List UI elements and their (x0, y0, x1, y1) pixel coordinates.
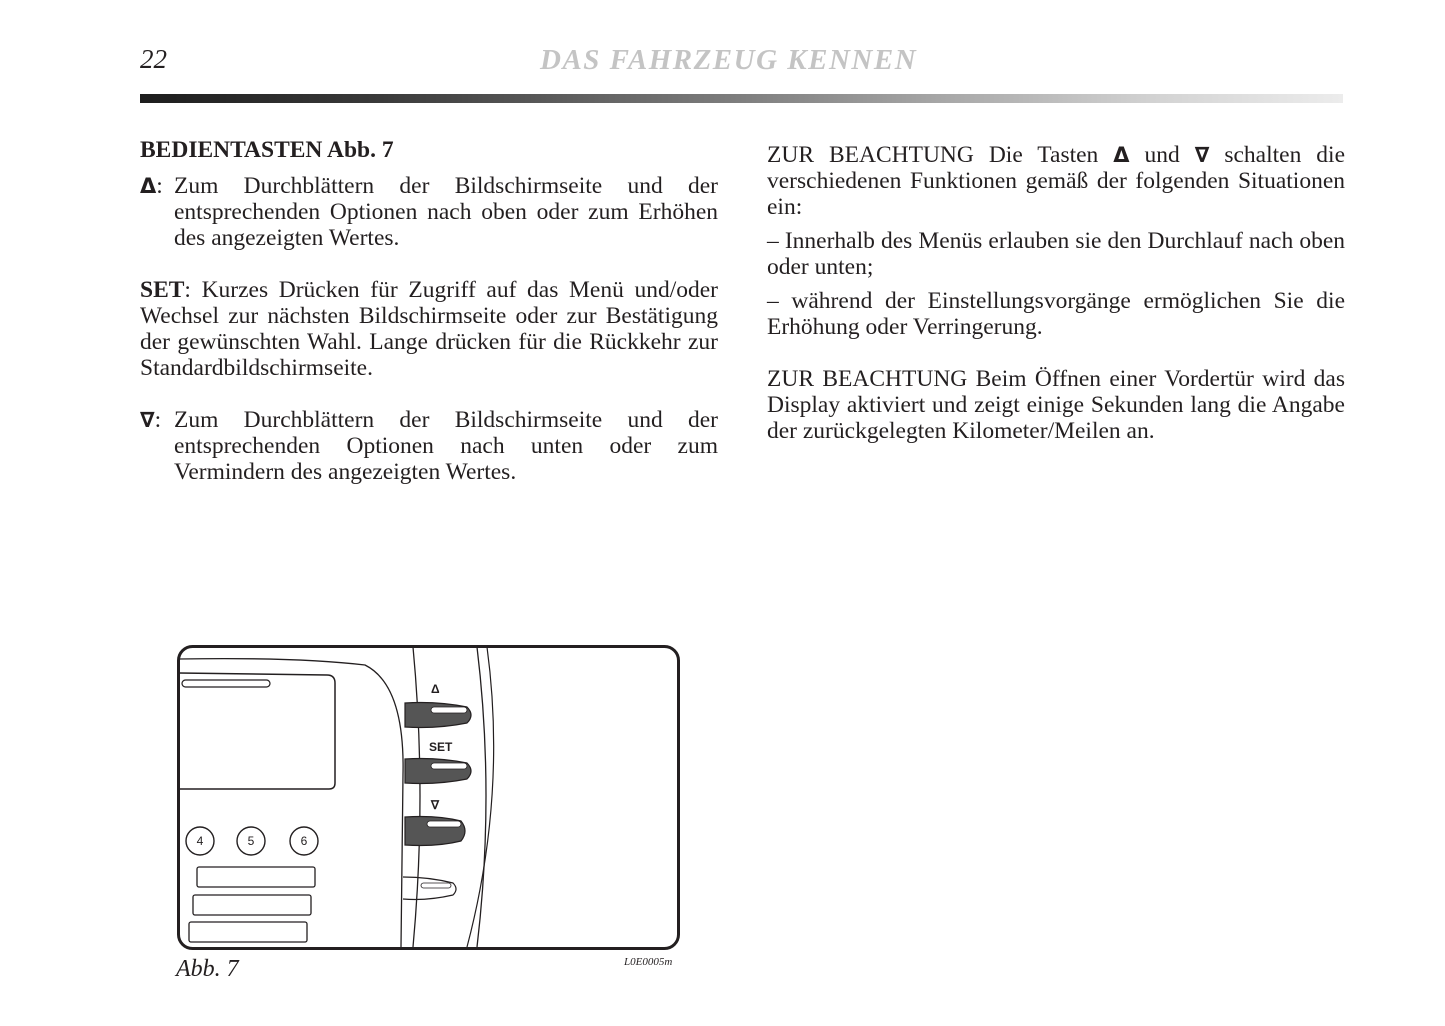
bullet-1: – Innerhalb des Menüs erlauben sie den Durchlauf nach oben oder unten; (767, 228, 1345, 280)
right-column (767, 142, 1345, 444)
dashboard-illustration (177, 645, 681, 951)
panel-up-button (405, 703, 471, 728)
figure-frame (179, 647, 679, 949)
up-triangle-icon: Δ (140, 174, 157, 198)
note-1-part-2: und (1129, 142, 1195, 168)
figure-code: L0E0005m (624, 956, 673, 968)
panel-down-label: ∇ (431, 798, 440, 812)
panel-set-button-highlight (431, 763, 467, 769)
panel-down-button-highlight (427, 821, 461, 827)
set-key-label: SET (140, 277, 185, 303)
page-number: 22 (140, 44, 167, 74)
down-triangle-icon: ∇ (1194, 143, 1210, 167)
panel-set-label: SET (429, 740, 453, 754)
note-1-part-1: ZUR BEACHTUNG Die Tasten (767, 142, 1114, 168)
up-key-text: Zum Durchblättern der Bildschirmseite und der entsprechenden Optionen nach oben oder zum Erhöhen des angezeigten Wertes. (174, 173, 718, 251)
header-gradient-bar (140, 94, 1343, 103)
up-key-label: Δ: (140, 173, 163, 199)
panel-up-label: Δ (431, 682, 440, 696)
bullet-2: – während der Einstellungsvorgänge ermöglichen Sie die Erhöhung oder Verringerung. (767, 288, 1345, 340)
down-key-text: Zum Durchblättern der Bildschirmseite und der entsprechenden Optionen nach unten oder zum Vermindern des angezeigten Wertes. (174, 407, 718, 485)
up-triangle-icon: Δ (1113, 143, 1130, 167)
button-4-label: 4 (196, 834, 204, 848)
running-header-title: DAS FAHRZEUG KENNEN (540, 44, 918, 76)
set-key-text: : Kurzes Drücken für Zugriff auf das Menü und/oder Wechsel zur nächsten Bildschirmseite oder zur Bestätigung der gewünschten Wahl. Lange drücken für die Rückkehr zur Standardbildschirmseite. (140, 277, 718, 381)
down-key-label: ∇: (140, 407, 162, 433)
note-1-part-3: schalten die verschiedenen Funktionen gemäß der folgenden Situationen ein: (767, 142, 1346, 220)
up-key-description (140, 173, 718, 251)
button-6-label: 6 (300, 834, 308, 848)
set-key-description (140, 277, 718, 381)
figure-caption: Abb. 7 (176, 956, 239, 982)
note-2: ZUR BEACHTUNG Beim Öffnen einer Vordertür wird das Display aktiviert und zeigt einige Sekunden lang die Angabe der zurückgelegten Kilometer/Meilen an. (767, 366, 1345, 444)
left-column (140, 137, 718, 485)
down-key-description (140, 407, 718, 485)
button-5-label: 5 (247, 834, 255, 848)
panel-up-button-highlight (431, 707, 467, 713)
panel-set-button (405, 759, 471, 784)
note-1 (767, 142, 1345, 220)
down-triangle-icon: ∇ (140, 408, 155, 432)
section-title: BEDIENTASTEN Abb. 7 (140, 137, 394, 163)
